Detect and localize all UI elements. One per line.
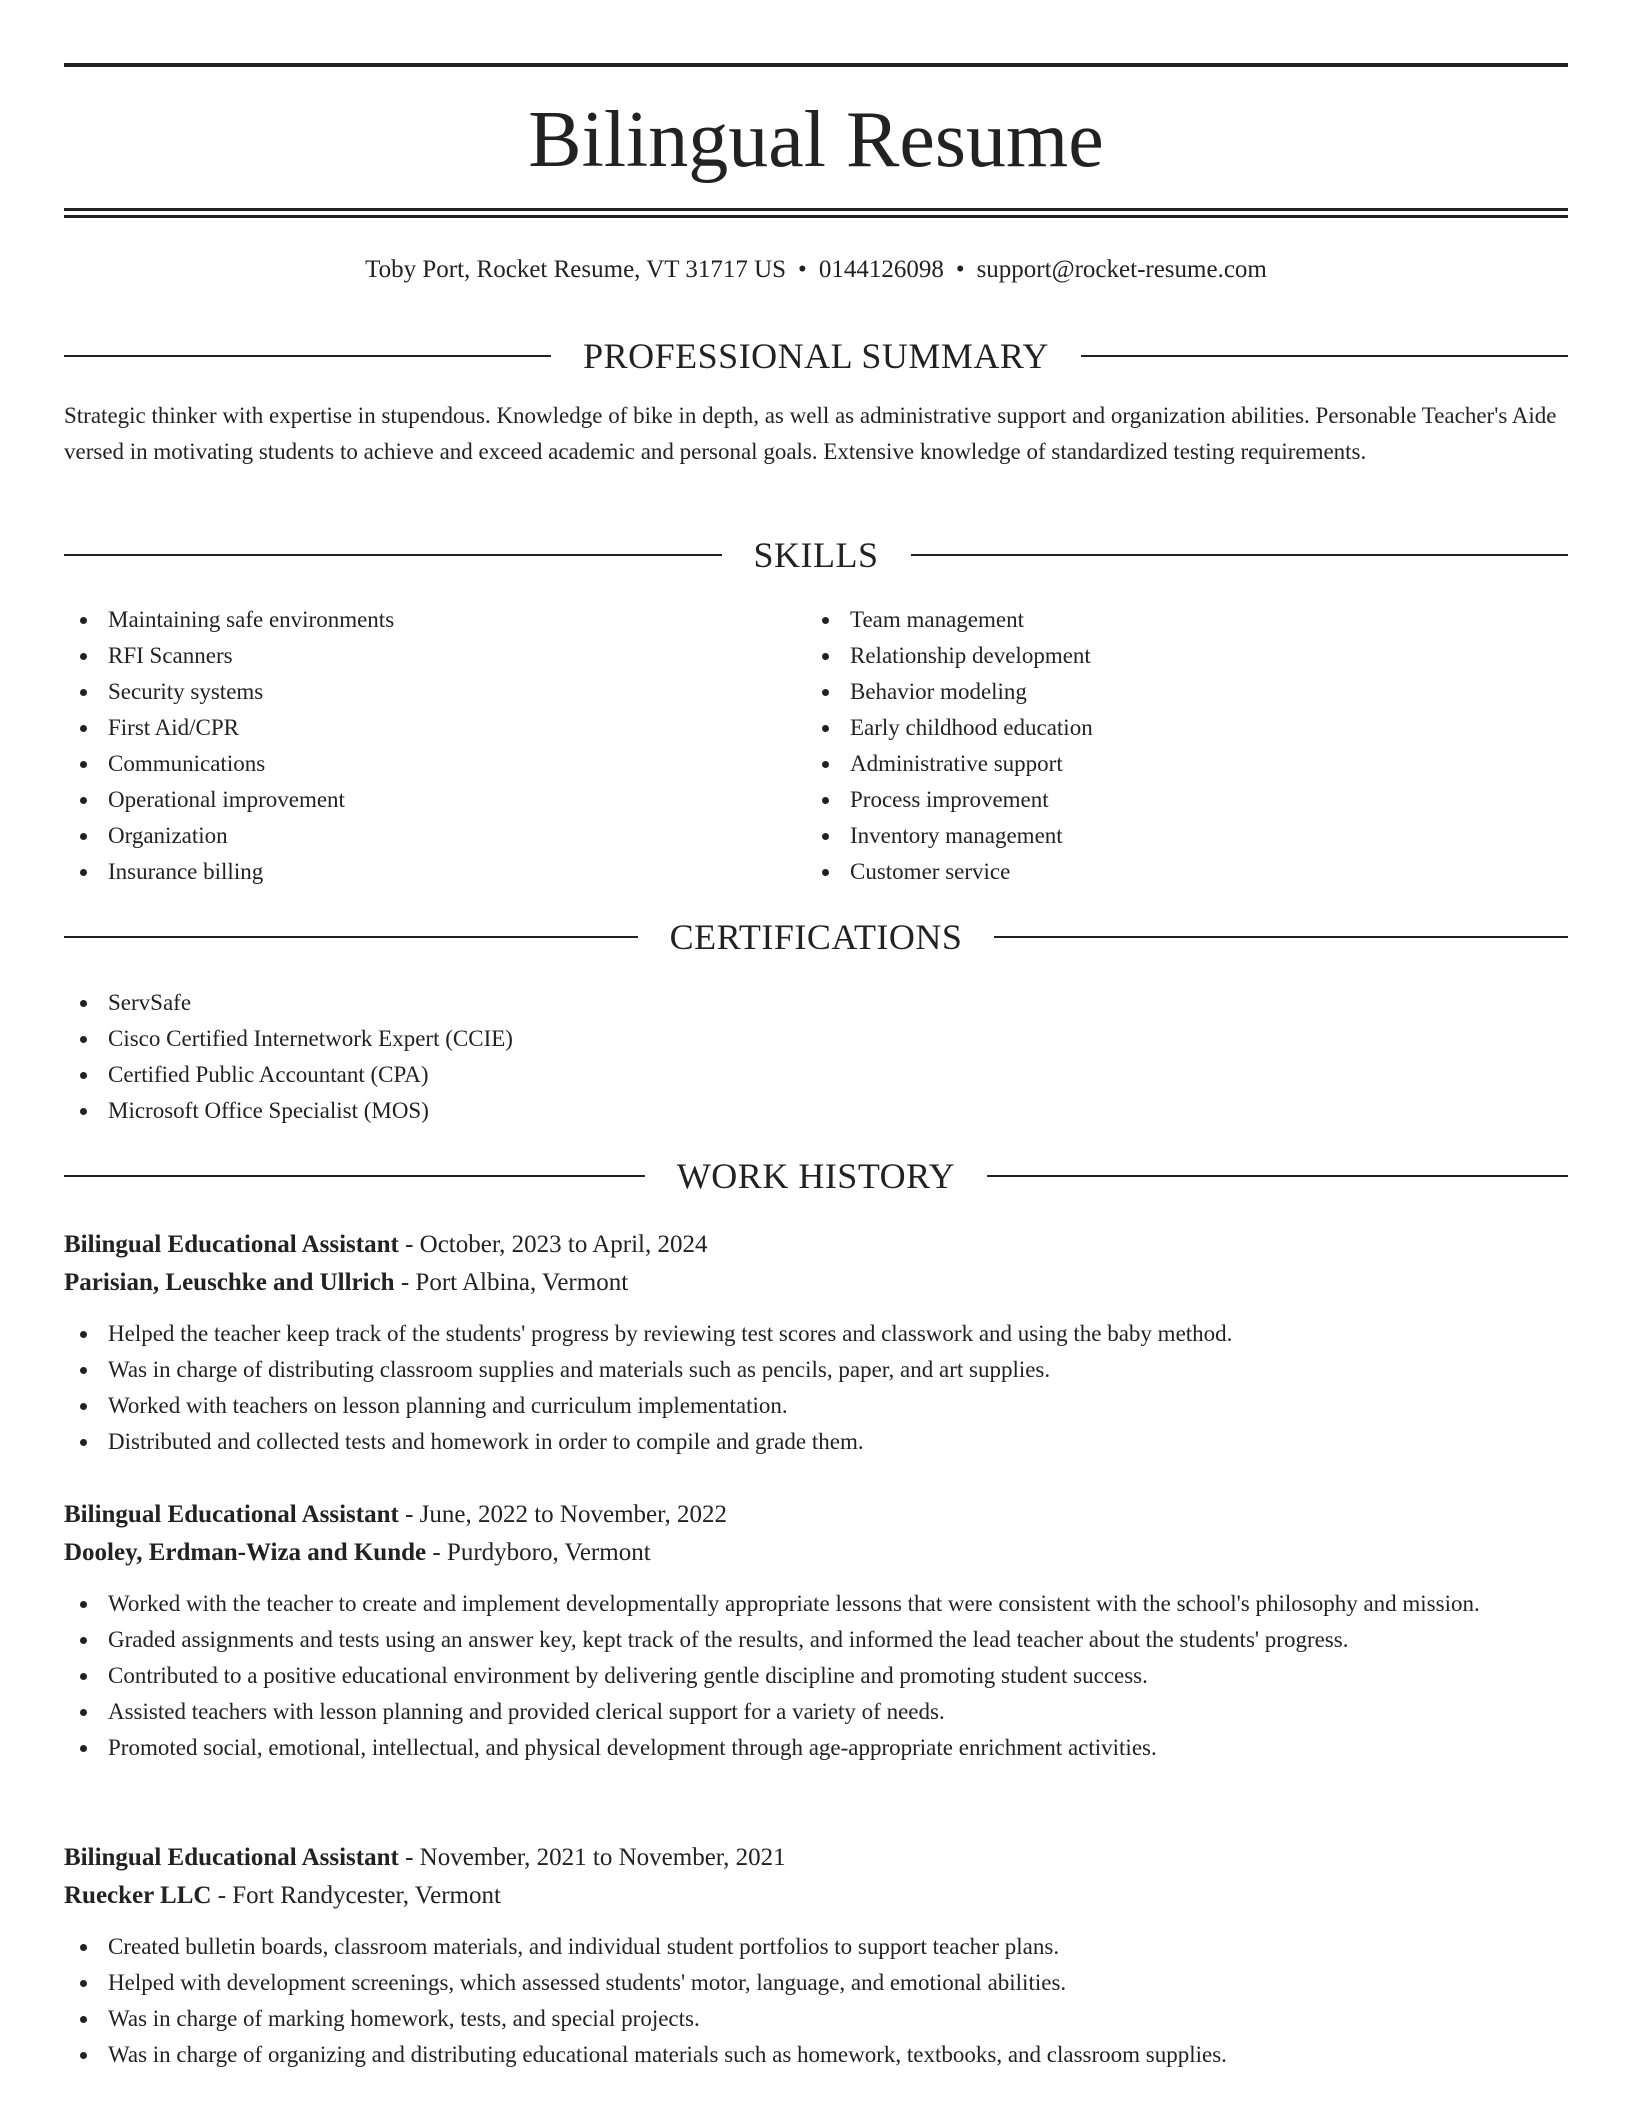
section-title-work-history: WORK HISTORY [676, 1156, 956, 1196]
section-title-summary: PROFESSIONAL SUMMARY [583, 336, 1049, 376]
certifications-list [64, 985, 1064, 1129]
section-rule [64, 355, 551, 357]
skill-item: Insurance billing [64, 854, 764, 890]
skill-item: Early childhood education [806, 710, 1506, 746]
skill-item: Customer service [806, 854, 1506, 890]
job-title: Bilingual Educational Assistant [64, 1501, 399, 1528]
section-title-certifications: CERTIFICATIONS [669, 917, 963, 957]
job-bullet: Was in charge of marking homework, tests, and special projects. [64, 2001, 1568, 2037]
contact-address: Toby Port, Rocket Resume, VT 31717 US [365, 256, 787, 283]
skill-item: Relationship development [806, 638, 1506, 674]
skills-list-left [64, 602, 764, 890]
section-rule [64, 936, 638, 938]
job-bullet-list [64, 1586, 1568, 1766]
job-bullet: Helped the teacher keep track of the students' progress by reviewing test scores and classwork and using the baby method. [64, 1316, 1568, 1352]
job-dates: - October, 2023 to April, 2024 [398, 1231, 708, 1258]
job-company-line [64, 1877, 1568, 1915]
section-header-certifications [64, 915, 1568, 959]
job-company-line [64, 1534, 1568, 1572]
section-header-skills [64, 533, 1568, 577]
certification-item: Certified Public Accountant (CPA) [64, 1057, 1064, 1093]
contact-email[interactable]: support@rocket-resume.com [976, 256, 1267, 283]
job-company: Dooley, Erdman-Wiza and Kunde [64, 1539, 427, 1566]
section-title-skills: SKILLS [753, 535, 879, 575]
skill-item: Organization [64, 818, 764, 854]
header-double-rule [64, 208, 1568, 218]
skill-item: Process improvement [806, 782, 1506, 818]
section-header-work-history [64, 1154, 1568, 1198]
job-title-line [64, 1496, 1568, 1534]
job-location: - Port Albina, Vermont [394, 1269, 629, 1296]
job-title: Bilingual Educational Assistant [64, 1844, 399, 1871]
job-bullet: Contributed to a positive educational environment by delivering gentle discipline and promoting student success. [64, 1658, 1568, 1694]
skill-item: First Aid/CPR [64, 710, 764, 746]
job-entry [64, 1496, 1568, 1766]
job-title-line [64, 1839, 1568, 1877]
top-rule [64, 63, 1568, 67]
job-entry [64, 1839, 1568, 2073]
certification-item: ServSafe [64, 985, 1064, 1021]
contact-line [64, 252, 1568, 288]
section-rule [64, 1175, 645, 1177]
section-header-summary [64, 334, 1568, 378]
skill-item: Behavior modeling [806, 674, 1506, 710]
job-company: Ruecker LLC [64, 1882, 212, 1909]
job-bullet: Helped with development screenings, which assessed students' motor, language, and emotional abilities. [64, 1965, 1568, 2001]
skill-item: Operational improvement [64, 782, 764, 818]
job-location: - Purdyboro, Vermont [426, 1539, 651, 1566]
contact-phone[interactable]: 0144126098 [818, 256, 944, 283]
section-rule [994, 936, 1568, 938]
job-location: - Fort Randycester, Vermont [211, 1882, 501, 1909]
certification-item: Cisco Certified Internetwork Expert (CCIE) [64, 1021, 1064, 1057]
skill-item: Maintaining safe environments [64, 602, 764, 638]
job-dates: - June, 2022 to November, 2022 [398, 1501, 727, 1528]
job-bullet-list [64, 1316, 1568, 1460]
job-title-line [64, 1226, 1568, 1264]
job-company-line [64, 1264, 1568, 1302]
section-rule [987, 1175, 1568, 1177]
skills-list-right [806, 602, 1506, 890]
contact-separator: • [955, 256, 965, 283]
contact-separator: • [798, 256, 807, 283]
skill-item: Team management [806, 602, 1506, 638]
section-rule [911, 554, 1569, 556]
job-bullet: Graded assignments and tests using an answer key, kept track of the results, and informed the lead teacher about the students' progress. [64, 1622, 1568, 1658]
job-bullet: Distributed and collected tests and homework in order to compile and grade them. [64, 1424, 1568, 1460]
job-title: Bilingual Educational Assistant [64, 1231, 399, 1258]
resume-title: Bilingual Resume [528, 96, 1104, 184]
skill-item: Security systems [64, 674, 764, 710]
job-bullet: Created bulletin boards, classroom materials, and individual student portfolios to support teacher plans. [64, 1929, 1568, 1965]
job-bullet: Was in charge of organizing and distributing educational materials such as homework, textbooks, and classroom supplies. [64, 2037, 1568, 2073]
skill-item: Communications [64, 746, 764, 782]
job-bullet: Assisted teachers with lesson planning and provided clerical support for a variety of needs. [64, 1694, 1568, 1730]
job-bullet: Worked with teachers on lesson planning and curriculum implementation. [64, 1388, 1568, 1424]
job-bullet: Was in charge of distributing classroom supplies and materials such as pencils, paper, and art supplies. [64, 1352, 1568, 1388]
section-rule [1081, 355, 1568, 357]
skill-item: Administrative support [806, 746, 1506, 782]
certification-item: Microsoft Office Specialist (MOS) [64, 1093, 1064, 1129]
job-bullet: Promoted social, emotional, intellectual, and physical development through age-appropriate enrichment activities. [64, 1730, 1568, 1766]
job-company: Parisian, Leuschke and Ullrich [64, 1269, 395, 1296]
job-bullet-list [64, 1929, 1568, 2073]
job-dates: - November, 2021 to November, 2021 [398, 1844, 786, 1871]
skill-item: Inventory management [806, 818, 1506, 854]
summary-text: Strategic thinker with expertise in stupendous. Knowledge of bike in depth, as well as administrative support and organization abilities. Personable Teacher's Aide versed in motivating students to achieve and exceed academic and personal goals. Extensive knowledge of standardized testing requirements. [64, 403, 1557, 464]
job-entry [64, 1226, 1568, 1460]
section-rule [64, 554, 722, 556]
skill-item: RFI Scanners [64, 638, 764, 674]
job-bullet: Worked with the teacher to create and implement developmentally appropriate lessons that were consistent with the school's philosophy and mission. [64, 1586, 1568, 1622]
